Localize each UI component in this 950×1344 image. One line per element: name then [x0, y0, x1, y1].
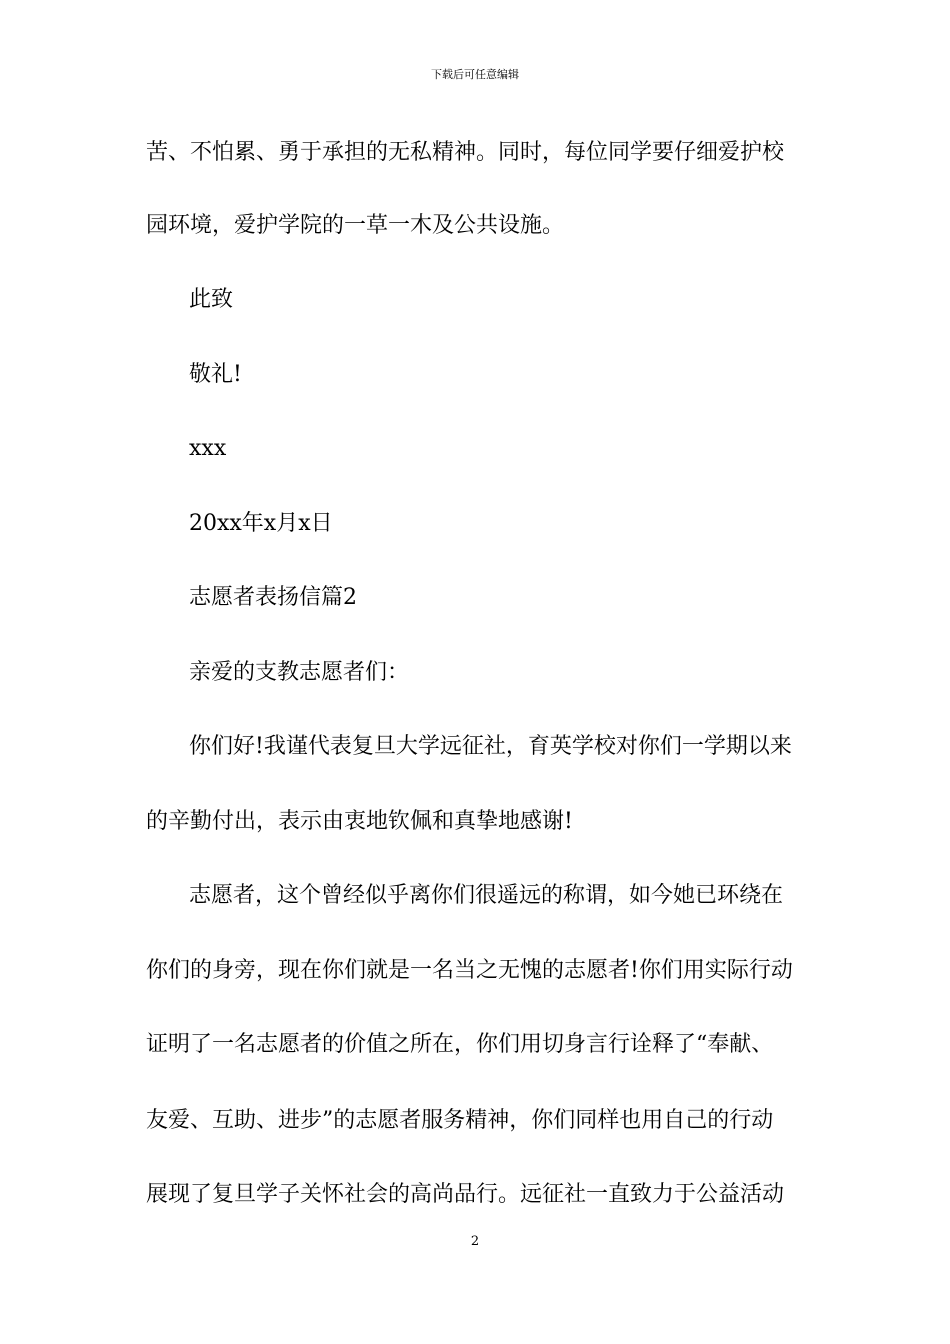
page-number: 2 — [470, 1234, 480, 1249]
text-line: 敬礼! — [189, 362, 242, 387]
text-line: 苦、不怕累、勇于承担的无私精神。同时，每位同学要仔细爱护校 — [146, 140, 785, 165]
text-line: 志愿者，这个曾经似乎离你们很遥远的称谓，如今她已环绕在 — [189, 883, 784, 908]
text-line: 展现了复旦学子关怀社会的高尚品行。远征社一直致力于公益活动 — [146, 1182, 785, 1207]
text-line: 你们好!我谨代表复旦大学远征社，育英学校对你们一学期以来 — [189, 734, 792, 759]
text-line: 志愿者表扬信篇2 — [189, 585, 357, 610]
text-line: 友爱、互助、进步”的志愿者服务精神，你们同样也用自己的行动 — [146, 1108, 774, 1133]
page-header: 下载后可任意编辑 — [431, 68, 519, 81]
text-line: 此致 — [189, 287, 234, 312]
text-line: 的辛勤付出，表示由衷地钦佩和真挚地感谢! — [146, 809, 573, 834]
text-line: xxx — [189, 436, 227, 461]
text-line: 园环境，爱护学院的一草一木及公共设施。 — [146, 213, 565, 238]
text-line: 证明了一名志愿者的价值之所在，你们用切身言行诠释了“奉献、 — [146, 1032, 774, 1057]
text-line: 20xx年x月x日 — [189, 511, 333, 536]
text-line: 亲爱的支教志愿者们： — [189, 660, 410, 685]
text-line: 你们的身旁，现在你们就是一名当之无愧的志愿者!你们用实际行动 — [146, 958, 793, 983]
